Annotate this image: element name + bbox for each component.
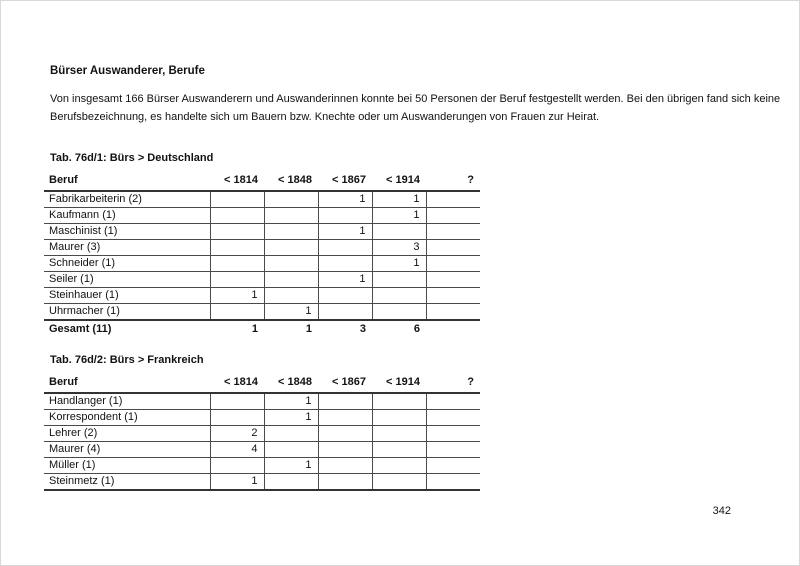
column-header: < 1867 xyxy=(318,374,372,393)
value-cell xyxy=(318,442,372,458)
beruf-cell: Seiler (1) xyxy=(44,272,210,288)
intro-line-2: Berufsbezeichnung, es handelte sich um Bauern bzw. Knechte oder um Auswanderungen von Frauen zur Heirat. xyxy=(50,110,600,123)
table-row xyxy=(44,240,480,256)
value-cell xyxy=(264,272,318,288)
value-cell xyxy=(372,288,426,304)
beruf-cell: Kaufmann (1) xyxy=(44,208,210,224)
column-header: ? xyxy=(426,172,480,191)
total-value-cell: 1 xyxy=(251,323,258,335)
value-cell xyxy=(426,272,480,288)
table-deutschland xyxy=(44,172,480,337)
total-value-cell xyxy=(426,320,480,337)
value-cell xyxy=(372,304,426,321)
value-cell: 4 xyxy=(210,442,264,458)
beruf-cell: Schneider (1) xyxy=(44,256,210,272)
value-cell xyxy=(372,458,426,474)
beruf-cell: Korrespondent (1) xyxy=(44,410,210,426)
value-cell xyxy=(318,474,372,491)
value-cell xyxy=(210,208,264,224)
value-cell xyxy=(210,272,264,288)
value-cell xyxy=(318,208,372,224)
value-cell: 3 xyxy=(372,240,426,256)
table-frankreich-section xyxy=(44,354,480,491)
value-cell xyxy=(426,393,480,410)
beruf-cell: Steinmetz (1) xyxy=(44,474,210,491)
value-cell xyxy=(372,393,426,410)
value-cell xyxy=(426,426,480,442)
column-header: < 1848 xyxy=(264,172,318,191)
beruf-cell: Fabrikarbeiterin (2) xyxy=(44,191,210,208)
table-deutschland-section xyxy=(44,152,480,337)
value-cell xyxy=(372,442,426,458)
table-header-row xyxy=(44,172,480,191)
column-header: < 1814 xyxy=(210,172,264,191)
value-cell: 1 xyxy=(372,256,426,272)
value-cell xyxy=(264,208,318,224)
value-cell xyxy=(318,240,372,256)
table-row xyxy=(44,474,480,491)
value-cell: 1 xyxy=(372,191,426,208)
beruf-cell: Handlanger (1) xyxy=(44,393,210,410)
value-cell: 1 xyxy=(210,474,264,491)
table-row xyxy=(44,304,480,321)
value-cell: 2 xyxy=(210,426,264,442)
table-row xyxy=(44,256,480,272)
column-header: ? xyxy=(426,374,480,393)
value-cell xyxy=(264,224,318,240)
value-cell xyxy=(426,442,480,458)
value-cell xyxy=(210,393,264,410)
table-row xyxy=(44,410,480,426)
value-cell: 1 xyxy=(318,272,372,288)
value-cell xyxy=(210,256,264,272)
value-cell xyxy=(318,426,372,442)
page-number: 342 xyxy=(712,505,731,517)
value-cell xyxy=(318,256,372,272)
column-header: < 1914 xyxy=(372,374,426,393)
value-cell xyxy=(372,474,426,491)
beruf-cell: Lehrer (2) xyxy=(44,426,210,442)
column-header: < 1867 xyxy=(318,172,372,191)
column-header: Beruf xyxy=(44,172,210,191)
value-cell xyxy=(210,224,264,240)
total-value-cell: 3 xyxy=(359,323,366,335)
value-cell: 1 xyxy=(318,224,372,240)
value-cell xyxy=(426,191,480,208)
table-frankreich-title: Tab. 76d/2: Bürs > Frankreich xyxy=(50,354,204,366)
value-cell: 1 xyxy=(372,208,426,224)
value-cell xyxy=(210,304,264,321)
table-row xyxy=(44,426,480,442)
value-cell xyxy=(318,410,372,426)
column-header: < 1914 xyxy=(372,172,426,191)
value-cell: 1 xyxy=(264,410,318,426)
value-cell: 1 xyxy=(264,304,318,321)
value-cell xyxy=(318,304,372,321)
beruf-cell: Steinhauer (1) xyxy=(44,288,210,304)
value-cell xyxy=(210,458,264,474)
value-cell xyxy=(426,458,480,474)
table-row xyxy=(44,442,480,458)
beruf-cell: Maurer (4) xyxy=(44,442,210,458)
value-cell xyxy=(426,224,480,240)
page-title: Bürser Auswanderer, Berufe xyxy=(50,65,205,77)
value-cell xyxy=(264,426,318,442)
value-cell xyxy=(372,272,426,288)
beruf-cell: Maschinist (1) xyxy=(44,224,210,240)
value-cell xyxy=(210,191,264,208)
value-cell xyxy=(426,288,480,304)
value-cell xyxy=(372,410,426,426)
value-cell xyxy=(426,240,480,256)
value-cell xyxy=(318,458,372,474)
value-cell xyxy=(426,410,480,426)
table-frankreich xyxy=(44,374,480,491)
value-cell xyxy=(264,442,318,458)
value-cell xyxy=(264,288,318,304)
value-cell xyxy=(264,240,318,256)
table-row xyxy=(44,224,480,240)
value-cell xyxy=(372,426,426,442)
value-cell xyxy=(210,410,264,426)
value-cell xyxy=(318,288,372,304)
value-cell xyxy=(318,393,372,410)
table-row xyxy=(44,272,480,288)
value-cell xyxy=(264,191,318,208)
value-cell: 1 xyxy=(318,191,372,208)
value-cell xyxy=(426,208,480,224)
intro-line-1: Von insgesamt 166 Bürser Auswanderern und Auswanderinnen konnte bei 50 Personen der Beruf festgestellt werden. Bei den übrigen fand sich keine xyxy=(50,93,781,105)
value-cell xyxy=(372,224,426,240)
value-cell: 1 xyxy=(210,288,264,304)
total-value-cell: 6 xyxy=(413,323,420,335)
table-row xyxy=(44,208,480,224)
total-value-cell: 1 xyxy=(305,323,312,335)
value-cell: 1 xyxy=(264,393,318,410)
value-cell xyxy=(264,256,318,272)
value-cell xyxy=(426,256,480,272)
value-cell xyxy=(426,474,480,491)
table-row xyxy=(44,288,480,304)
intro-paragraph xyxy=(50,91,780,126)
table-row xyxy=(44,393,480,410)
table-total-row xyxy=(44,320,480,337)
table-deutschland-title: Tab. 76d/1: Bürs > Deutschland xyxy=(50,152,214,164)
table-row xyxy=(44,458,480,474)
column-header: < 1848 xyxy=(264,374,318,393)
column-header: Beruf xyxy=(44,374,210,393)
column-header: < 1814 xyxy=(210,374,264,393)
beruf-cell: Maurer (3) xyxy=(44,240,210,256)
beruf-cell: Uhrmacher (1) xyxy=(44,304,210,321)
value-cell xyxy=(210,240,264,256)
value-cell xyxy=(426,304,480,321)
beruf-cell: Müller (1) xyxy=(44,458,210,474)
table-row xyxy=(44,191,480,208)
value-cell: 1 xyxy=(264,458,318,474)
value-cell xyxy=(264,474,318,491)
table-header-row xyxy=(44,374,480,393)
total-label-cell: Gesamt (11) xyxy=(49,323,112,335)
